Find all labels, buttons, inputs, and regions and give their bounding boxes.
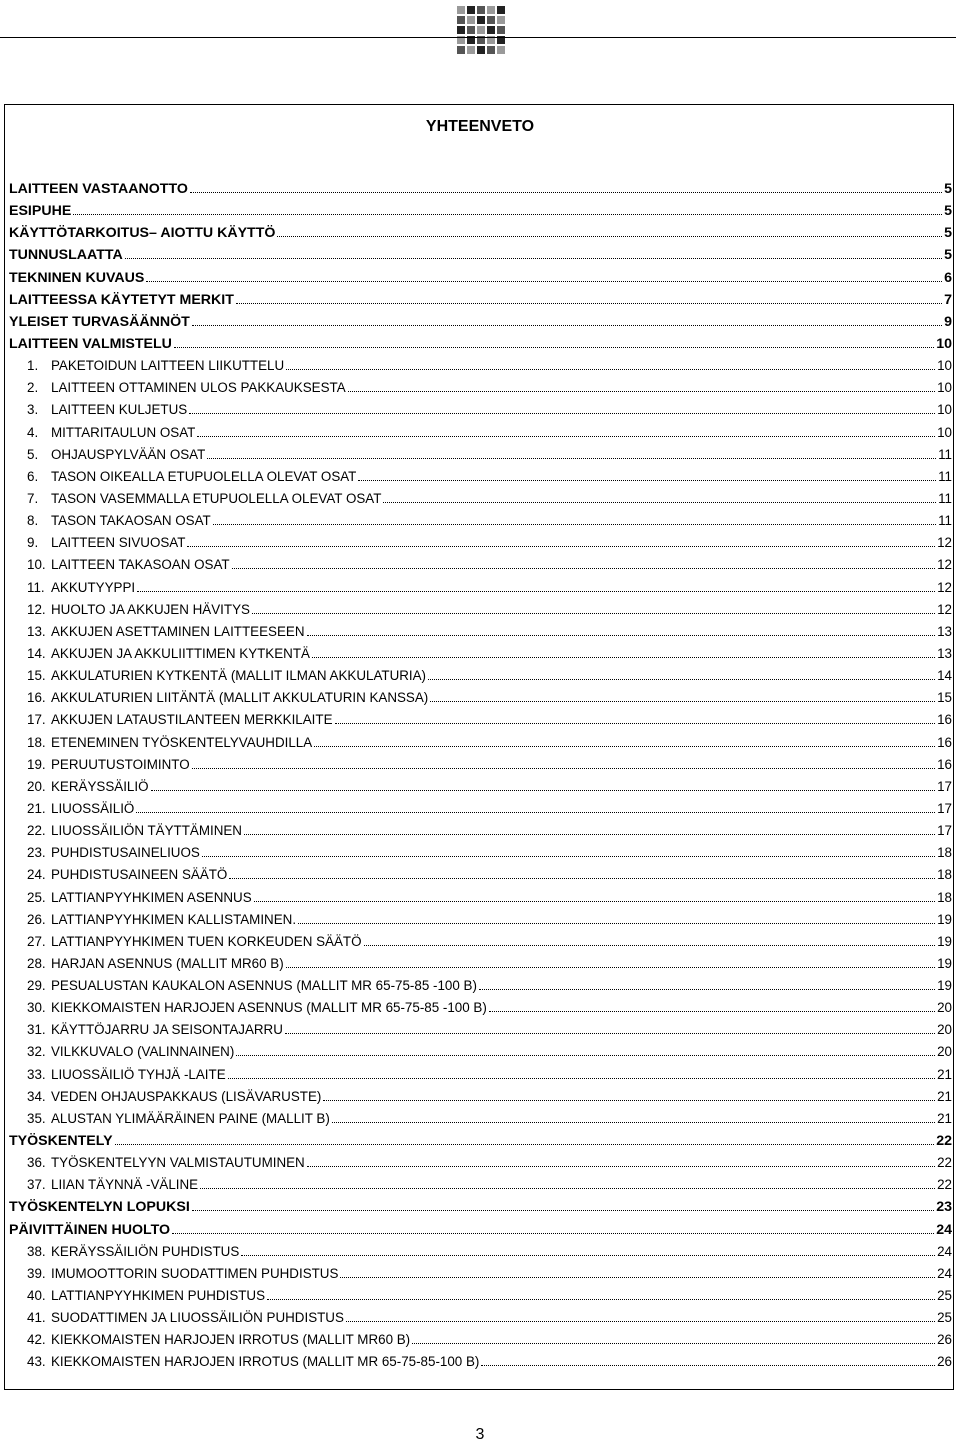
toc-entry-page: 13	[937, 623, 952, 639]
toc-entry-number: 40.	[27, 1288, 46, 1304]
toc-subsection-entry[interactable]	[9, 776, 952, 798]
dot-leader	[136, 812, 935, 813]
toc-entry-page: 12	[937, 535, 952, 551]
dot-leader	[200, 1188, 935, 1189]
dot-leader	[428, 679, 935, 680]
toc-entry-label: LIUOSSÄILIÖN TÄYTTÄMINEN	[51, 823, 242, 839]
toc-subsection-entry[interactable]	[9, 665, 952, 687]
toc-entry-label: YLEISET TURVASÄÄNNÖT	[9, 313, 190, 330]
dot-leader	[137, 591, 935, 592]
dot-leader	[192, 768, 935, 769]
dot-leader	[229, 878, 935, 879]
toc-section-entry[interactable]	[9, 200, 952, 222]
toc-entry-label: VILKKUVALO (VALINNAINEN)	[51, 1044, 235, 1060]
header-rule	[0, 37, 956, 38]
toc-entry-number: 35.	[27, 1110, 46, 1126]
toc-entry-label: LATTIANPYYHKIMEN ASENNUS	[51, 889, 252, 905]
dot-leader	[115, 1144, 935, 1145]
toc-entry-page: 22	[937, 1155, 952, 1171]
toc-entry-page: 11	[938, 446, 952, 462]
dot-leader	[228, 1078, 935, 1079]
toc-subsection-entry[interactable]	[9, 687, 952, 709]
toc-entry-number: 16.	[27, 690, 46, 706]
toc-section-entry[interactable]	[9, 289, 952, 311]
toc-entry-label: PUHDISTUSAINEEN SÄÄTÖ	[51, 867, 228, 883]
toc-entry-label: TYÖSKENTELY	[9, 1133, 113, 1150]
toc-entry-page: 25	[937, 1288, 952, 1304]
toc-entry-number: 29.	[27, 978, 46, 994]
dot-leader	[236, 303, 942, 304]
toc-subsection-entry[interactable]	[9, 754, 952, 776]
toc-entry-label: LIUOSSÄILIÖ	[51, 800, 135, 816]
toc-entry-number: 41.	[27, 1310, 46, 1326]
dot-leader	[187, 546, 935, 547]
toc-entry-page: 13	[937, 645, 952, 661]
toc-entry-label: TYÖSKENTELYYN VALMISTAUTUMINEN	[51, 1155, 305, 1171]
toc-entry-number: 12.	[27, 601, 46, 617]
toc-entry-page: 25	[937, 1310, 952, 1326]
toc-entry-page: 26	[937, 1354, 952, 1370]
toc-entry-label: AKKULATURIEN KYTKENTÄ (MALLIT ILMAN AKKULATURIA)	[51, 668, 427, 684]
toc-entry-page: 20	[937, 1022, 952, 1038]
toc-section-entry[interactable]	[9, 333, 952, 355]
toc-entry-number: 10.	[27, 557, 46, 573]
toc-subsection-entry[interactable]	[9, 599, 952, 621]
toc-entry-page: 24	[936, 1221, 952, 1238]
dot-leader	[430, 701, 935, 702]
toc-entry-number: 25.	[27, 889, 46, 905]
toc-entry-label: OHJAUSPYLVÄÄN OSAT	[51, 446, 206, 462]
toc-subsection-entry[interactable]	[9, 399, 952, 421]
toc-entry-page: 16	[937, 712, 952, 728]
toc-entry-label: LAITTEESSA KÄYTETYT MERKIT	[9, 291, 234, 308]
toc-subsection-entry[interactable]	[9, 1174, 952, 1196]
toc-subsection-entry[interactable]	[9, 732, 952, 754]
toc-entry-page: 15	[937, 690, 952, 706]
toc-entry-number: 17.	[27, 712, 46, 728]
toc-entry-number: 37.	[27, 1177, 46, 1193]
toc-title: YHTEENVETO	[425, 118, 535, 135]
toc-entry-page: 5	[944, 225, 952, 242]
toc-entry-page: 19	[937, 911, 952, 927]
dot-leader	[190, 192, 942, 193]
toc-entry-page: 5	[944, 181, 952, 197]
toc-entry-label: MITTARITAULUN OSAT	[51, 424, 196, 440]
toc-subsection-entry[interactable]	[9, 621, 952, 643]
toc-entry-page: 18	[937, 845, 952, 861]
dot-leader	[207, 458, 936, 459]
dot-leader	[335, 723, 936, 724]
toc-entry-label: LAITTEEN OTTAMINEN ULOS PAKKAUKSESTA	[51, 380, 346, 396]
toc-entry-page: 5	[944, 247, 952, 264]
toc-entry-page: 17	[937, 800, 952, 816]
toc-entry-number: 24.	[27, 867, 46, 883]
toc-subsection-entry[interactable]	[9, 1329, 952, 1351]
toc-entry-label: LAITTEEN VALMISTELU	[9, 335, 172, 352]
toc-entry-number: 18.	[27, 734, 46, 750]
toc-entry-label: LATTIANPYYHKIMEN KALLISTAMINEN.	[51, 911, 297, 927]
toc-subsection-entry[interactable]	[9, 887, 952, 909]
toc-subsection-entry[interactable]	[9, 510, 952, 532]
toc-entry-label: PÄIVITTÄINEN HUOLTO	[9, 1221, 171, 1238]
toc-entry-label: ETENEMINEN TYÖSKENTELYVAUHDILLA	[51, 734, 313, 750]
toc-entry-page: 11	[938, 490, 952, 506]
toc-subsection-entry[interactable]	[9, 466, 952, 488]
toc-section-entry[interactable]	[9, 244, 952, 266]
toc-subsection-entry[interactable]	[9, 798, 952, 820]
toc-entry-page: 11	[938, 468, 952, 484]
dot-leader	[298, 923, 935, 924]
toc-entry-number: 3.	[27, 402, 39, 418]
toc-subsection-entry[interactable]	[9, 444, 952, 466]
dot-leader	[481, 1365, 935, 1366]
toc-entry-number: 38.	[27, 1243, 46, 1259]
dot-leader	[346, 1321, 935, 1322]
toc-entry-number: 33.	[27, 1066, 46, 1082]
toc-entry-label: TUNNUSLAATTA	[9, 247, 123, 264]
toc-subsection-entry[interactable]	[9, 1351, 952, 1373]
toc-entry-label: AKKUJEN ASETTAMINEN LAITTEESEEN	[51, 623, 305, 639]
toc-entry-label: TASON TAKAOSAN OSAT	[51, 513, 211, 529]
toc-entry-number: 14.	[27, 645, 46, 661]
toc-subsection-entry[interactable]	[9, 1108, 952, 1130]
toc-entry-label: LAITTEEN KULJETUS	[51, 402, 188, 418]
toc-entry-number: 1.	[27, 358, 39, 374]
brand-logo	[457, 6, 505, 56]
toc-entry-page: 12	[937, 557, 952, 573]
toc-subsection-entry[interactable]	[9, 931, 952, 953]
dot-leader	[232, 568, 936, 569]
toc-section-entry[interactable]	[9, 267, 952, 289]
toc-subsection-entry[interactable]	[9, 1307, 952, 1329]
toc-subsection-entry[interactable]	[9, 488, 952, 510]
toc-subsection-entry[interactable]	[9, 643, 952, 665]
toc-entry-label: AKKUJEN JA AKKULIITTIMEN KYTKENTÄ	[51, 645, 310, 661]
toc-entry-number: 43.	[27, 1354, 46, 1370]
toc-entry-label: KIEKKOMAISTEN HARJOJEN IRROTUS (MALLIT MR 65-75-85-100 B)	[51, 1354, 480, 1370]
toc-subsection-entry[interactable]	[9, 1241, 952, 1263]
dot-leader	[197, 436, 935, 437]
toc-entry-number: 4.	[27, 424, 39, 440]
toc-entry-page: 6	[944, 269, 952, 286]
toc-entry-page: 18	[937, 889, 952, 905]
dot-leader	[174, 347, 934, 348]
dot-leader	[254, 901, 935, 902]
dot-leader	[358, 480, 936, 481]
toc-entry-label: AKKULATURIEN LIITÄNTÄ (MALLIT AKKULATURIN KANSSA)	[51, 690, 429, 706]
toc-entry-page: 12	[937, 579, 952, 595]
toc-entry-label: TASON OIKEALLA ETUPUOLELLA OLEVAT OSAT	[51, 468, 357, 484]
toc-entry-label: HUOLTO JA AKKUJEN HÄVITYS	[51, 601, 250, 617]
toc-section-entry[interactable]	[9, 1130, 952, 1152]
toc-entry-page: 10	[937, 358, 952, 374]
toc-entry-label: LATTIANPYYHKIMEN TUEN KORKEUDEN SÄÄTÖ	[51, 933, 362, 949]
toc-entry-page: 21	[937, 1110, 952, 1126]
toc-subsection-entry[interactable]	[9, 997, 952, 1019]
toc-entry-page: 21	[937, 1088, 952, 1104]
dot-leader	[202, 856, 935, 857]
dot-leader	[192, 325, 942, 326]
toc-entry-label: ALUSTAN YLIMÄÄRÄINEN PAINE (MALLIT B)	[51, 1110, 330, 1126]
toc-subsection-entry[interactable]	[9, 577, 952, 599]
toc-entry-label: LAITTEEN VASTAANOTTO	[9, 181, 188, 197]
toc-entry-page: 7	[944, 291, 952, 308]
page-number: 3	[475, 1426, 485, 1443]
toc-subsection-entry[interactable]	[9, 1285, 952, 1307]
toc-entry-number: 11.	[27, 579, 45, 595]
toc-entry-page: 16	[937, 734, 952, 750]
toc-entry-label: PESUALUSTAN KAUKALON ASENNUS (MALLIT MR 65-75-85 -100 B)	[51, 978, 477, 994]
toc-entry-number: 19.	[27, 756, 46, 772]
toc-entry-page: 22	[937, 1177, 952, 1193]
toc-entry-page: 5	[944, 203, 952, 220]
toc-entry-label: KIEKKOMAISTEN HARJOJEN ASENNUS (MALLIT MR 65-75-85 -100 B)	[51, 1000, 487, 1016]
toc-subsection-entry[interactable]	[9, 1019, 952, 1041]
toc-entry-number: 23.	[27, 845, 46, 861]
toc-entry-page: 24	[937, 1243, 952, 1259]
dot-leader	[312, 657, 935, 658]
dot-leader	[364, 945, 936, 946]
dot-leader	[489, 1011, 935, 1012]
dot-leader	[192, 1210, 934, 1211]
toc-entry-page: 19	[937, 933, 952, 949]
toc-subsection-entry[interactable]	[9, 355, 952, 377]
toc-entry-label: PAKETOIDUN LAITTEEN LIIKUTTELU	[51, 358, 285, 374]
toc-entry-number: 22.	[27, 823, 46, 839]
toc-entry-label: LAITTEEN TAKASOAN OSAT	[51, 557, 230, 573]
toc-subsection-entry[interactable]	[9, 842, 952, 864]
dot-leader	[252, 613, 935, 614]
toc-entry-page: 14	[937, 668, 952, 684]
toc-section-entry[interactable]	[9, 178, 952, 200]
toc-entry-number: 34.	[27, 1088, 46, 1104]
dot-leader	[479, 989, 935, 990]
toc-subsection-entry[interactable]	[9, 820, 952, 842]
toc-entry-number: 7.	[27, 490, 39, 506]
toc-entry-number: 6.	[27, 468, 39, 484]
toc-entry-label: LIUOSSÄILIÖ TYHJÄ -LAITE	[51, 1066, 226, 1082]
toc-entry-label: LATTIANPYYHKIMEN PUHDISTUS	[51, 1288, 266, 1304]
toc-subsection-entry[interactable]	[9, 864, 952, 886]
toc-entry-page: 17	[937, 823, 952, 839]
toc-entry-label: KERÄYSSÄILIÖ	[51, 778, 149, 794]
toc-entry-page: 23	[936, 1199, 952, 1216]
toc-entry-label: KÄYTTÖJARRU JA SEISONTAJARRU	[51, 1022, 283, 1038]
dot-leader	[73, 214, 942, 215]
toc-section-entry[interactable]	[9, 222, 952, 244]
dot-leader	[241, 1255, 935, 1256]
toc-entry-number: 39.	[27, 1265, 46, 1281]
dot-leader	[314, 746, 935, 747]
toc-entry-page: 9	[944, 313, 952, 330]
toc-entry-page: 16	[937, 756, 952, 772]
toc-entry-page: 10	[936, 335, 952, 352]
toc-entry-page: 10	[937, 380, 952, 396]
toc-entry-label: KERÄYSSÄILIÖN PUHDISTUS	[51, 1243, 240, 1259]
toc-subsection-entry[interactable]	[9, 1263, 952, 1285]
toc-entry-number: 2.	[27, 380, 39, 396]
toc-subsection-entry[interactable]	[9, 377, 952, 399]
toc-entry-number: 32.	[27, 1044, 46, 1060]
dot-leader	[286, 369, 935, 370]
toc-section-entry[interactable]	[9, 1219, 952, 1241]
toc-subsection-entry[interactable]	[9, 975, 952, 997]
toc-entry-page: 24	[937, 1265, 952, 1281]
toc-entry-number: 31.	[27, 1022, 46, 1038]
toc-entry-page: 19	[937, 955, 952, 971]
toc-entry-number: 21.	[27, 800, 46, 816]
toc-section-entry[interactable]	[9, 311, 952, 333]
toc-entry-label: IMUMOOTTORIN SUODATTIMEN PUHDISTUS	[51, 1265, 339, 1281]
toc-entry-label: TYÖSKENTELYN LOPUKSI	[9, 1199, 190, 1216]
toc-entry-label: SUODATTIMEN JA LIUOSSÄILIÖN PUHDISTUS	[51, 1310, 344, 1326]
toc-entry-page: 10	[937, 402, 952, 418]
toc-entry-label: VEDEN OHJAUSPAKKAUS (LISÄVARUSTE)	[51, 1088, 322, 1104]
dot-leader	[244, 834, 935, 835]
dot-leader	[267, 1299, 935, 1300]
dot-leader	[340, 1277, 935, 1278]
dot-leader	[236, 1055, 935, 1056]
toc-entry-label: AKKUTYYPPI	[51, 579, 136, 595]
toc-entry-label: PUHDISTUSAINELIUOS	[51, 845, 200, 861]
toc-entry-number: 36.	[27, 1155, 46, 1171]
toc-entry-page: 26	[937, 1332, 952, 1348]
dot-leader	[172, 1233, 934, 1234]
toc-subsection-entry[interactable]	[9, 532, 952, 554]
toc-entry-label: KÄYTTÖTARKOITUS– AIOTTU KÄYTTÖ	[9, 225, 276, 242]
toc-entry-number: 20.	[27, 778, 46, 794]
dot-leader	[332, 1122, 935, 1123]
toc-subsection-entry[interactable]	[9, 953, 952, 975]
toc-entry-number: 30.	[27, 1000, 46, 1016]
dot-leader	[189, 413, 935, 414]
toc-subsection-entry[interactable]	[9, 1041, 952, 1063]
toc-entry-label: TEKNINEN KUVAUS	[9, 269, 145, 286]
dot-leader	[277, 236, 942, 237]
toc-subsection-entry[interactable]	[9, 909, 952, 931]
dot-leader	[125, 258, 942, 259]
toc-entry-page: 11	[938, 513, 952, 529]
toc-entry-label: ESIPUHE	[9, 203, 72, 220]
toc-entry-page: 20	[937, 1044, 952, 1060]
toc-entry-number: 42.	[27, 1332, 46, 1348]
dot-leader	[146, 281, 942, 282]
toc-entry-page: 17	[937, 778, 952, 794]
toc-entry-number: 26.	[27, 911, 46, 927]
toc-entry-page: 18	[937, 867, 952, 883]
toc-entry-label: HARJAN ASENNUS (MALLIT MR60 B)	[51, 955, 284, 971]
toc-subsection-entry[interactable]	[9, 422, 952, 444]
toc-entry-page: 12	[937, 601, 952, 617]
toc-subsection-entry[interactable]	[9, 1152, 952, 1174]
toc-entry-label: PERUUTUSTOIMINTO	[51, 756, 190, 772]
toc-entry-page: 22	[936, 1133, 952, 1150]
dot-leader	[307, 635, 936, 636]
dot-leader	[151, 790, 936, 791]
toc-entry-number: 15.	[27, 668, 46, 684]
dot-leader	[213, 524, 936, 525]
toc-entry-label: KIEKKOMAISTEN HARJOJEN IRROTUS (MALLIT MR60 B)	[51, 1332, 411, 1348]
dot-leader	[286, 967, 935, 968]
toc-entry-page: 21	[937, 1066, 952, 1082]
toc-subsection-entry[interactable]	[9, 709, 952, 731]
dot-leader	[383, 502, 936, 503]
toc-entry-number: 8.	[27, 513, 39, 529]
toc-entry-page: 19	[937, 978, 952, 994]
toc-entry-number: 28.	[27, 955, 46, 971]
toc-entry-page: 20	[937, 1000, 952, 1016]
toc-entry-label: AKKUJEN LATAUSTILANTEEN MERKKILAITE	[51, 712, 333, 728]
toc-entry-number: 13.	[27, 623, 46, 639]
dot-leader	[348, 391, 935, 392]
dot-leader	[412, 1343, 935, 1344]
toc-entry-number: 9.	[27, 535, 39, 551]
toc-section-entry[interactable]	[9, 1196, 952, 1218]
toc-subsection-entry[interactable]	[9, 1064, 952, 1086]
toc-subsection-entry[interactable]	[9, 1086, 952, 1108]
dot-leader	[285, 1033, 935, 1034]
dot-leader	[307, 1166, 935, 1167]
toc-entry-number: 5.	[27, 446, 39, 462]
dot-leader	[323, 1100, 935, 1101]
table-of-contents	[9, 178, 952, 1374]
toc-entry-label: TASON VASEMMALLA ETUPUOLELLA OLEVAT OSAT	[51, 490, 382, 506]
toc-entry-label: LAITTEEN SIVUOSAT	[51, 535, 186, 551]
toc-entry-number: 27.	[27, 933, 46, 949]
toc-subsection-entry[interactable]	[9, 554, 952, 576]
toc-entry-page: 10	[937, 424, 952, 440]
toc-entry-label: LIIAN TÄYNNÄ -VÄLINE	[51, 1177, 199, 1193]
